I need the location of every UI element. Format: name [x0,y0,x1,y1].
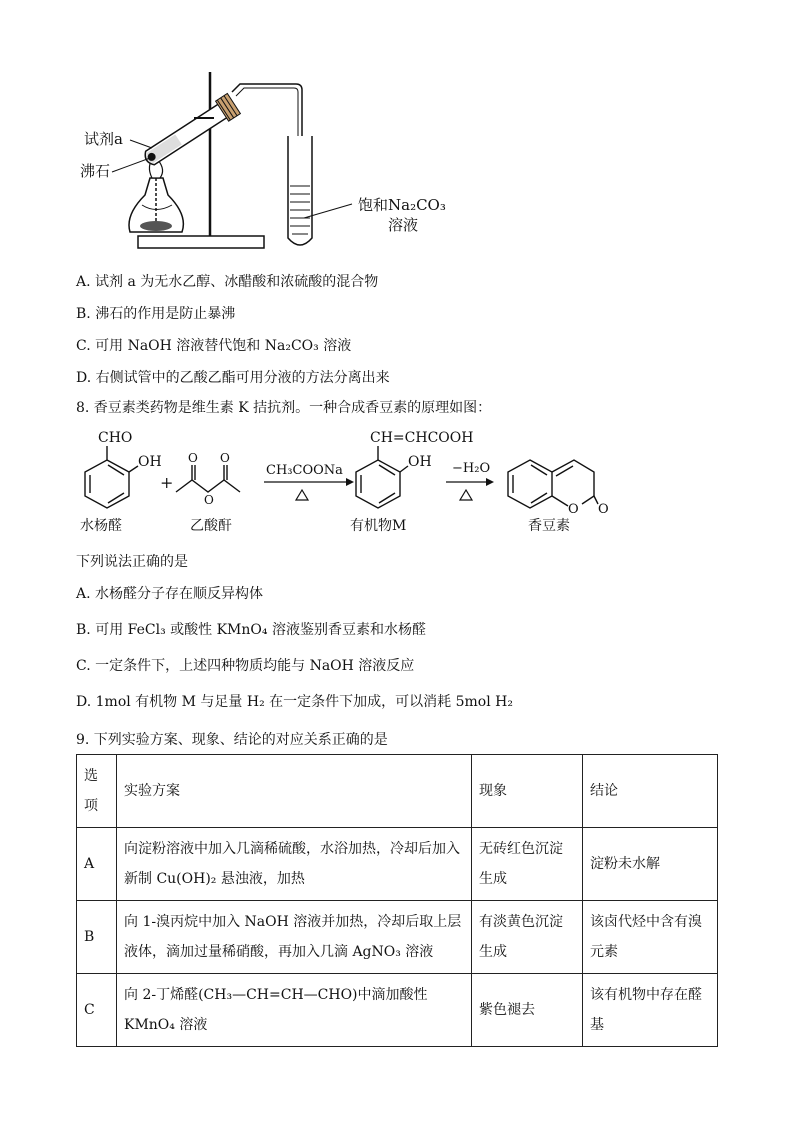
receiving-test-tube [288,136,312,245]
row-option: A [77,828,117,901]
experiment-table [76,754,718,1047]
reaction-scheme [0,420,794,545]
tilted-test-tube [140,93,240,170]
anhydride-o1: O [188,451,198,465]
compound-m-name: 有机物M [350,518,407,534]
coumarin-structure [508,460,598,508]
row-plan: 向淀粉溶液中加入几滴稀硫酸，水浴加热，冷却后加入新制 Cu(OH)₂ 悬浊液，加热 [117,828,472,901]
compound-m-structure [356,446,408,508]
table-row [77,974,718,1047]
coumarin-carbonyl-o: O [598,502,609,517]
row-conclusion: 淀粉未水解 [583,828,718,901]
row-plan: 向 1-溴丙烷中加入 NaOH 溶液并加热，冷却后取上层液体，滴加过量稀硝酸，再加入几滴 AgNO₃ 溶液 [117,901,472,974]
table-row [77,901,718,974]
salicylaldehyde-cho: CHO [98,430,133,446]
row-conclusion: 该有机物中存在醛基 [583,974,718,1047]
q7-option-b: B. 沸石的作用是防止暴沸 [76,306,236,322]
table-header-row [77,755,718,828]
header-option: 选项 [77,755,117,828]
reagent-minus-h2o: −H₂O [452,461,491,476]
stand-base [138,236,264,248]
q8-option-d: D. 1mol 有机物 M 与足量 H₂ 在一定条件下加成，可以消耗 5mol H₂ [76,694,513,710]
q7-option-a: A. 试剂 a 为无水乙醇、冰醋酸和浓硫酸的混合物 [76,274,379,290]
row-plan: 向 2-丁烯醛(CH₃—CH=CH—CHO)中滴加酸性 KMnO₄ 溶液 [117,974,472,1047]
reagent-ch3coona: CH₃COONa [266,463,343,478]
q9-stem: 9. 下列实验方案、现象、结论的对应关系正确的是 [76,732,388,748]
compound-m-top: CH=CHCOOH [370,430,474,446]
row-phenomenon: 紫色褪去 [472,974,583,1047]
header-phenomenon: 现象 [472,755,583,828]
header-conclusion: 结论 [583,755,718,828]
label-boiling-stone: 沸石 [80,162,111,180]
q8-option-a: A. 水杨醛分子存在顺反异构体 [76,586,264,602]
anhydride-o3: O [204,493,214,507]
plus-sign: + [160,473,174,492]
q8-stem: 8. 香豆素类药物是维生素 K 拮抗剂。一种合成香豆素的原理如图： [76,400,492,416]
coumarin-ring-o: O [568,502,579,517]
row-phenomenon: 无砖红色沉淀生成 [472,828,583,901]
header-plan: 实验方案 [117,755,472,828]
q8-question: 下列说法正确的是 [76,554,188,570]
row-conclusion: 该卤代烃中含有溴元素 [583,901,718,974]
compound-m-oh: OH [408,454,432,470]
table-row [77,828,718,901]
q8-option-b: B. 可用 FeCl₃ 或酸性 KMnO₄ 溶液鉴别香豆素和水杨醛 [76,622,426,638]
acetic-anhydride-structure [176,465,240,492]
label-solution-line1: 饱和Na₂CO₃ [358,196,446,214]
row-option: C [77,974,117,1047]
q8-option-c: C. 一定条件下，上述四种物质均能与 NaOH 溶液反应 [76,658,415,674]
row-option: B [77,901,117,974]
salicylaldehyde-oh: OH [138,454,162,470]
salicylaldehyde-structure [85,446,138,508]
anhydride-name: 乙酸酐 [190,518,232,534]
coumarin-name: 香豆素 [528,518,570,534]
q7-option-c: C. 可用 NaOH 溶液替代饱和 Na₂CO₃ 溶液 [76,338,352,354]
label-solution-line2: 溶液 [388,216,419,234]
q7-option-d: D. 右侧试管中的乙酸乙酯可用分液的方法分离出来 [76,370,390,386]
label-reagent-a: 试剂a [84,130,123,148]
salicylaldehyde-name: 水杨醛 [80,518,122,534]
row-phenomenon: 有淡黄色沉淀生成 [472,901,583,974]
anhydride-o2: O [220,451,230,465]
